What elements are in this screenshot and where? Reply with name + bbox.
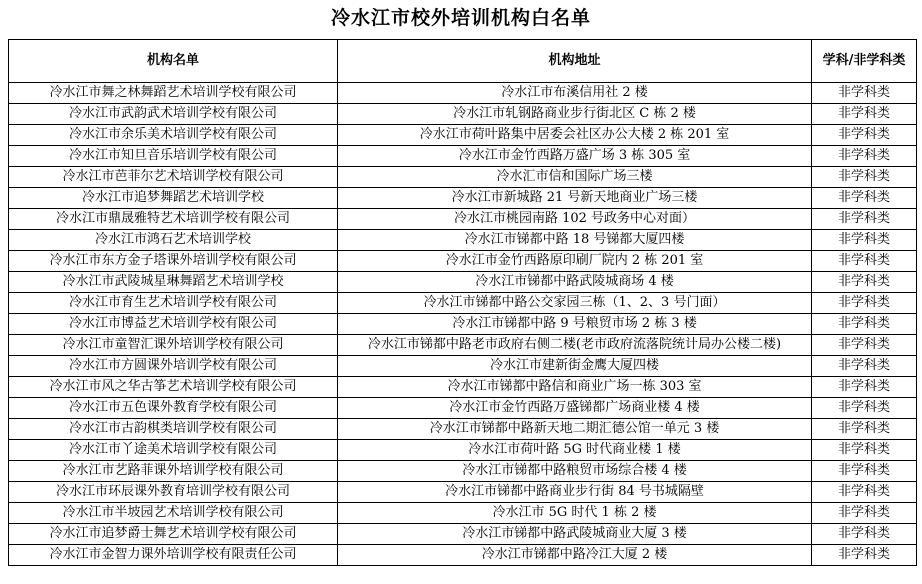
table-row <box>9 335 917 356</box>
table-row <box>9 209 917 230</box>
table-row <box>9 104 917 125</box>
category-cell: 非学科类 <box>812 335 917 356</box>
category-cell: 非学科类 <box>812 146 917 167</box>
category-cell: 非学科类 <box>812 209 917 230</box>
institution-name-cell: 冷水江市环辰课外教育培训学校有限公司 <box>9 482 338 503</box>
table-row <box>9 461 917 482</box>
institution-name-cell: 冷水江市芭菲尔艺术培训学校有限公司 <box>9 167 338 188</box>
category-cell: 非学科类 <box>812 461 917 482</box>
institution-address-cell: 冷水江市新城路 21 号新天地商业广场三楼 <box>338 188 812 209</box>
category-cell: 非学科类 <box>812 356 917 377</box>
category-cell: 非学科类 <box>812 440 917 461</box>
category-cell: 非学科类 <box>812 230 917 251</box>
category-cell: 非学科类 <box>812 104 917 125</box>
institution-address-cell: 冷水江市金竹西路万盛锑都广场商业楼 4 楼 <box>338 398 812 419</box>
table-row <box>9 356 917 377</box>
table-row <box>9 419 917 440</box>
institution-name-cell: 冷水江市余乐美术培训学校有限公司 <box>9 125 338 146</box>
document-title: 冷水江市校外培训机构白名单 <box>330 7 591 29</box>
institution-address-cell: 冷水江市锑都中路公交家园三栋（1、2、3 号门面） <box>338 293 812 314</box>
institution-address-cell: 冷水江市锑都中路 18 号锑都大厦四楼 <box>338 230 812 251</box>
header-category: 学科/非学科类 <box>812 40 917 83</box>
institution-address-cell: 冷水江市荷叶路 5G 时代商业楼 1 楼 <box>338 440 812 461</box>
table-row <box>9 482 917 503</box>
table-row <box>9 125 917 146</box>
institution-name-cell: 冷水江市风之华古筝艺术培训学校有限公司 <box>9 377 338 398</box>
category-cell: 非学科类 <box>812 503 917 524</box>
category-cell: 非学科类 <box>812 251 917 272</box>
institution-name-cell: 冷水江市育生艺术培训学校有限公司 <box>9 293 338 314</box>
institution-name-cell: 冷水江市方圆课外培训学校有限公司 <box>9 356 338 377</box>
table-row <box>9 398 917 419</box>
category-cell: 非学科类 <box>812 482 917 503</box>
table-row <box>9 272 917 293</box>
institution-address-cell: 冷水江市锑都中路武陵城商场 4 楼 <box>338 272 812 293</box>
institution-address-cell: 冷水江市 5G 时代 1 栋 2 楼 <box>338 503 812 524</box>
table-header-row <box>9 40 917 83</box>
table-row <box>9 188 917 209</box>
institution-address-cell: 冷水江市锑都中路冷江大厦 2 楼 <box>338 545 812 566</box>
institution-name-cell: 冷水江市金智力课外培训学校有限责任公司 <box>9 545 338 566</box>
institution-name-cell: 冷水江市半坡园艺术培训学校有限公司 <box>9 503 338 524</box>
institution-address-cell: 冷水江市锑都中路粮贸市场综合楼 4 楼 <box>338 461 812 482</box>
table-body <box>9 83 917 566</box>
table-row <box>9 314 917 335</box>
institution-name-cell: 冷水江市舞之林舞蹈艺术培训学校有限公司 <box>9 83 338 104</box>
institution-name-cell: 冷水江市追梦爵士舞艺术培训学校有限公司 <box>9 524 338 545</box>
institution-address-cell: 冷水江市轧钢路商业步行街北区 C 栋 2 楼 <box>338 104 812 125</box>
institution-name-cell: 冷水江市鸿石艺术培训学校 <box>9 230 338 251</box>
institution-address-cell: 冷水江市金竹西路万盛广场 3 栋 305 室 <box>338 146 812 167</box>
category-cell: 非学科类 <box>812 188 917 209</box>
institution-address-cell: 冷水江市金竹西路原印刷厂院内 2 栋 201 室 <box>338 251 812 272</box>
institution-address-cell: 冷水江市建新街金鹰大厦四楼 <box>338 356 812 377</box>
institution-name-cell: 冷水江市追梦舞蹈艺术培训学校 <box>9 188 338 209</box>
table-row <box>9 293 917 314</box>
category-cell: 非学科类 <box>812 314 917 335</box>
institution-name-cell: 冷水江市武韵武术培训学校有限公司 <box>9 104 338 125</box>
category-cell: 非学科类 <box>812 419 917 440</box>
table-row <box>9 230 917 251</box>
institution-name-cell: 冷水江市武陵城星琳舞蹈艺术培训学校 <box>9 272 338 293</box>
category-cell: 非学科类 <box>812 398 917 419</box>
category-cell: 非学科类 <box>812 167 917 188</box>
institution-address-cell: 冷水江市锑都中路信和商业广场一栋 303 室 <box>338 377 812 398</box>
table-row <box>9 503 917 524</box>
table-row <box>9 377 917 398</box>
table-row <box>9 83 917 104</box>
institution-address-cell: 冷水江市锑都中路新天地二期汇德公馆一单元 3 楼 <box>338 419 812 440</box>
institution-name-cell: 冷水江市童智汇课外培训学校有限公司 <box>9 335 338 356</box>
institution-name-cell: 冷水江市丫途美术培训学校有限公司 <box>9 440 338 461</box>
institution-name-cell: 冷水江市博益艺术培训学校有限公司 <box>9 314 338 335</box>
institution-address-cell: 冷水江市锑都中路 9 号粮贸市场 2 栋 3 楼 <box>338 314 812 335</box>
header-institution-address: 机构地址 <box>338 40 812 83</box>
table-row <box>9 440 917 461</box>
institution-address-cell: 冷水江市荷叶路集中居委会社区办公大楼 2 栋 201 室 <box>338 125 812 146</box>
institution-name-cell: 冷水江市鼎晟雅特艺术培训学校有限公司 <box>9 209 338 230</box>
institution-address-cell: 冷水江市锑都中路商业步行街 84 号书城隔壁 <box>338 482 812 503</box>
institution-name-cell: 冷水江市知旦音乐培训学校有限公司 <box>9 146 338 167</box>
category-cell: 非学科类 <box>812 272 917 293</box>
institution-name-cell: 冷水江市东方金子塔课外培训学校有限公司 <box>9 251 338 272</box>
institution-address-cell: 冷水江市锑都中路老市政府右侧二楼(老市政府流落院统计局办公楼二楼) <box>338 335 812 356</box>
table-row <box>9 167 917 188</box>
category-cell: 非学科类 <box>812 524 917 545</box>
table-row <box>9 545 917 566</box>
institution-address-cell: 冷水江市锑都中路武陵城商业大厦 3 楼 <box>338 524 812 545</box>
institution-name-cell: 冷水江市古韵棋类培训学校有限公司 <box>9 419 338 440</box>
table-row <box>9 524 917 545</box>
whitelist-table <box>8 39 917 566</box>
table-row <box>9 251 917 272</box>
institution-address-cell: 冷水江市布溪信用社 2 楼 <box>338 83 812 104</box>
category-cell: 非学科类 <box>812 293 917 314</box>
category-cell: 非学科类 <box>812 125 917 146</box>
institution-name-cell: 冷水江市五色课外教育学校有限公司 <box>9 398 338 419</box>
institution-address-cell: 冷水江市桃园南路 102 号政务中心对面） <box>338 209 812 230</box>
category-cell: 非学科类 <box>812 377 917 398</box>
institution-address-cell: 冷水汇市信和国际广场三楼 <box>338 167 812 188</box>
header-institution-name: 机构名单 <box>9 40 338 83</box>
institution-name-cell: 冷水江市艺路菲课外培训学校有限公司 <box>9 461 338 482</box>
category-cell: 非学科类 <box>812 83 917 104</box>
category-cell: 非学科类 <box>812 545 917 566</box>
table-row <box>9 146 917 167</box>
